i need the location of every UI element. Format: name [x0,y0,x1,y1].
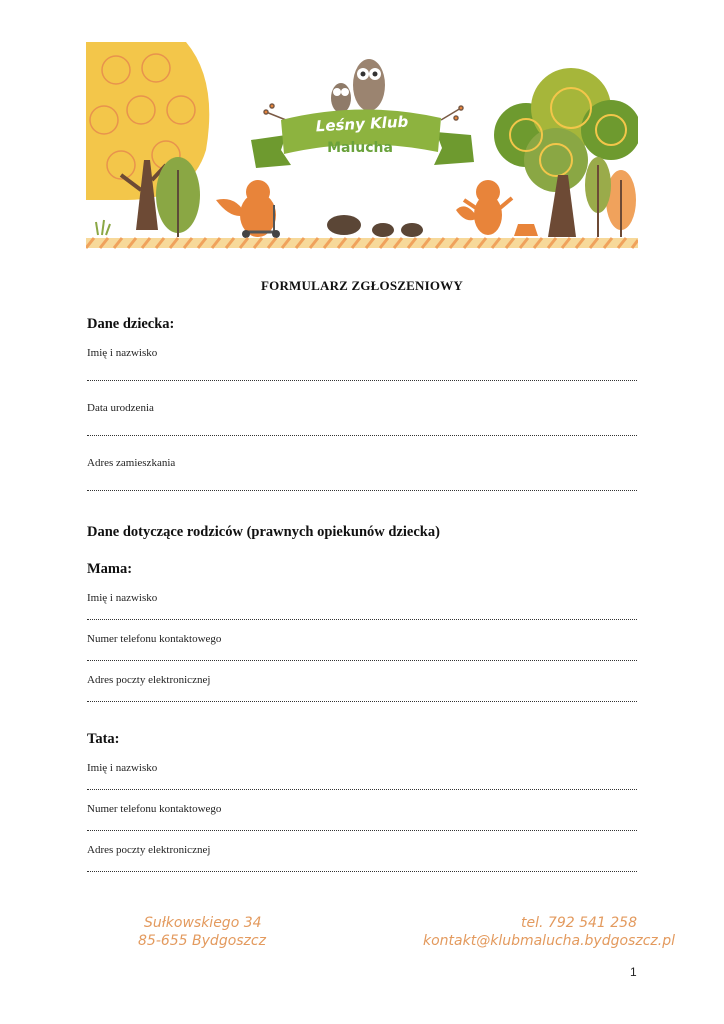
mother-phone-field[interactable] [87,658,637,661]
father-email-field[interactable] [87,869,637,872]
footer-street: Sułkowskiego 34 [144,915,262,931]
footer-contact [423,914,675,950]
logo-title: Leśny Klub [315,112,409,136]
father-email-label: Adres poczty elektronicznej [87,844,211,856]
father-heading: Tata: [87,731,120,747]
mother-name-field[interactable] [87,617,637,620]
flower-pot-icon [514,224,538,236]
fox-scooter-icon [216,180,280,238]
footer-phone: tel. 792 541 258 [521,915,637,931]
page-number: 1 [630,965,637,979]
father-name-field[interactable] [87,787,637,790]
mother-phone-label: Numer telefonu kontaktowego [87,633,222,645]
mother-name-label: Imię i nazwisko [87,592,158,604]
child-address-label: Adres zamieszkania [87,457,176,469]
father-phone-field[interactable] [87,828,637,831]
fox-dancing-icon [456,180,512,235]
mother-email-label: Adres poczty elektronicznej [87,674,211,686]
green-tree-icon [156,157,200,237]
child-birthdate-label: Data urodzenia [87,402,154,414]
striped-ground-border [86,238,638,248]
grass-icon [96,220,110,235]
child-heading: Dane dziecka: [87,316,175,332]
father-name-label: Imię i nazwisko [87,762,158,774]
father-phone-label: Numer telefonu kontaktowego [87,803,222,815]
child-name-label: Imię i nazwisko [87,347,158,359]
child-address-field[interactable] [87,488,637,491]
footer-city: 85-655 Bydgoszcz [138,933,266,949]
logo-subtitle: Malucha [327,140,393,156]
footer-address [138,914,266,950]
child-name-field[interactable] [87,378,637,381]
orange-tree-icon [585,157,636,237]
mother-heading: Mama: [87,561,133,577]
form-title: FORMULARZ ZGŁOSZENIOWY [261,278,463,293]
owl-icon [331,59,385,113]
hedgehog-icon [327,215,423,237]
parents-heading: Dane dotyczące rodziców (prawnych opiekunów dziecka) [87,524,440,540]
child-birthdate-field[interactable] [87,433,637,436]
footer-email[interactable]: kontakt@klubmalucha.bydgoszcz.pl [423,933,675,949]
mother-email-field[interactable] [87,699,637,702]
